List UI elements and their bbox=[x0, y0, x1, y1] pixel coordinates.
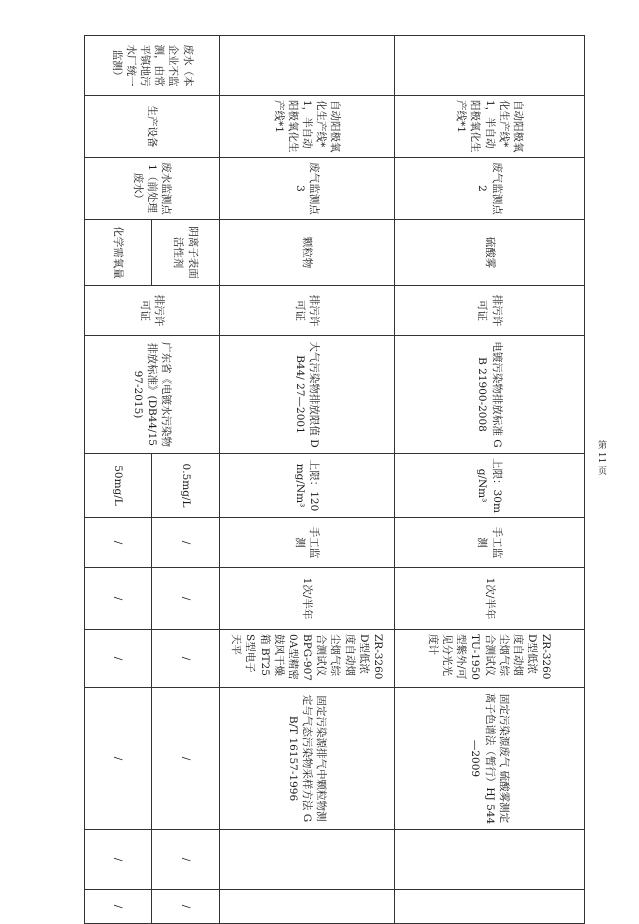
extra-cell-1: / bbox=[152, 830, 220, 890]
extra-cell-1: / bbox=[85, 830, 152, 890]
standard-cell: 广东省《电镀水污染物排放标准》(DB44/1597-2015) bbox=[85, 336, 220, 454]
frequency-cell: 1次/半年 bbox=[220, 568, 395, 630]
limit-cell: 上限：120mg/Nm³ bbox=[220, 454, 395, 518]
standard-cell: 大气污染物排放限值 DB44/ 27—2001 bbox=[220, 336, 395, 454]
pollutant-cell: 硫酸雾 bbox=[395, 220, 585, 286]
table-row bbox=[220, 36, 395, 924]
limit-cell: 50mg/L bbox=[85, 454, 152, 518]
monitoring-point-cell: 废气监测点3 bbox=[220, 158, 395, 220]
basis-cell: 排污许可证 bbox=[395, 286, 585, 336]
category-cell bbox=[220, 36, 395, 96]
extra-cell-2 bbox=[220, 890, 395, 924]
category-cell bbox=[395, 36, 585, 96]
frequency-cell: / bbox=[152, 568, 220, 630]
page-number: 第 11 页 bbox=[596, 440, 606, 476]
frequency-cell: 1次/半年 bbox=[395, 568, 585, 630]
standard-cell: 电镀污染物排放标准 GB 21900-2008 bbox=[395, 336, 585, 454]
monitoring-table-container bbox=[85, 35, 585, 909]
instrument-cell: / bbox=[85, 630, 152, 688]
extra-cell-2 bbox=[395, 890, 585, 924]
extra-cell-2: / bbox=[152, 890, 220, 924]
monitoring-point-cell: 废气监测点2 bbox=[395, 158, 585, 220]
basis-cell: 排污许可证 bbox=[85, 286, 220, 336]
table-row bbox=[152, 36, 220, 924]
extra-cell-1 bbox=[220, 830, 395, 890]
pollutant-cell: 颗粒物 bbox=[220, 220, 395, 286]
pollutant-cell: 化学需氧量 bbox=[85, 220, 152, 286]
analysis-method-cell: 固定污染源废气 硫酸雾测定 离子色谱法（暂行）HJ 544—2009 bbox=[395, 688, 585, 830]
instrument-cell: ZR-3260D型低浓度自动烟尘烟气综合测试仪 BPG-9070A型精密鼓风干燥箱 BT25S型电子天平 bbox=[220, 630, 395, 688]
instrument-cell: ZR-3260D型低浓度自动烟尘烟气综合测试仪 TU-1950型紫外/可见分光光度计 bbox=[395, 630, 585, 688]
method-cell: / bbox=[85, 518, 152, 568]
method-cell: 手工监测 bbox=[220, 518, 395, 568]
limit-cell: 0.5mg/L bbox=[152, 454, 220, 518]
frequency-cell: / bbox=[85, 568, 152, 630]
analysis-method-cell: / bbox=[85, 688, 152, 830]
basis-cell: 排污许可证 bbox=[220, 286, 395, 336]
method-cell: 手工监测 bbox=[395, 518, 585, 568]
monitoring-point-cell: 废水监测点1（前处理废水） bbox=[85, 158, 220, 220]
production-line-cell: 自动阳极氧化生产线*1，半自动阳极氧化生产线*1 bbox=[220, 96, 395, 158]
extra-cell-2: / bbox=[85, 890, 152, 924]
limit-cell: 上限：30mg/Nm³ bbox=[395, 454, 585, 518]
table-row bbox=[395, 36, 585, 924]
method-cell: / bbox=[152, 518, 220, 568]
extra-cell-1 bbox=[395, 830, 585, 890]
pollutant-cell: 阴离子表面活性剂 bbox=[152, 220, 220, 286]
category-cell: 废水（本企业不监测，由常平镇地污水厂统一监测） bbox=[85, 36, 220, 96]
analysis-method-cell: / bbox=[152, 688, 220, 830]
production-line-cell: 生产设备 bbox=[85, 96, 220, 158]
monitoring-table bbox=[84, 35, 585, 924]
analysis-method-cell: 固定污染源排气中颗粒物测定与气态污染物采样方法 GB/T 16157-1996 bbox=[220, 688, 395, 830]
production-line-cell: 自动阳极氧化生产线*1，半自动阳极氧化生产线*1 bbox=[395, 96, 585, 158]
instrument-cell: / bbox=[152, 630, 220, 688]
